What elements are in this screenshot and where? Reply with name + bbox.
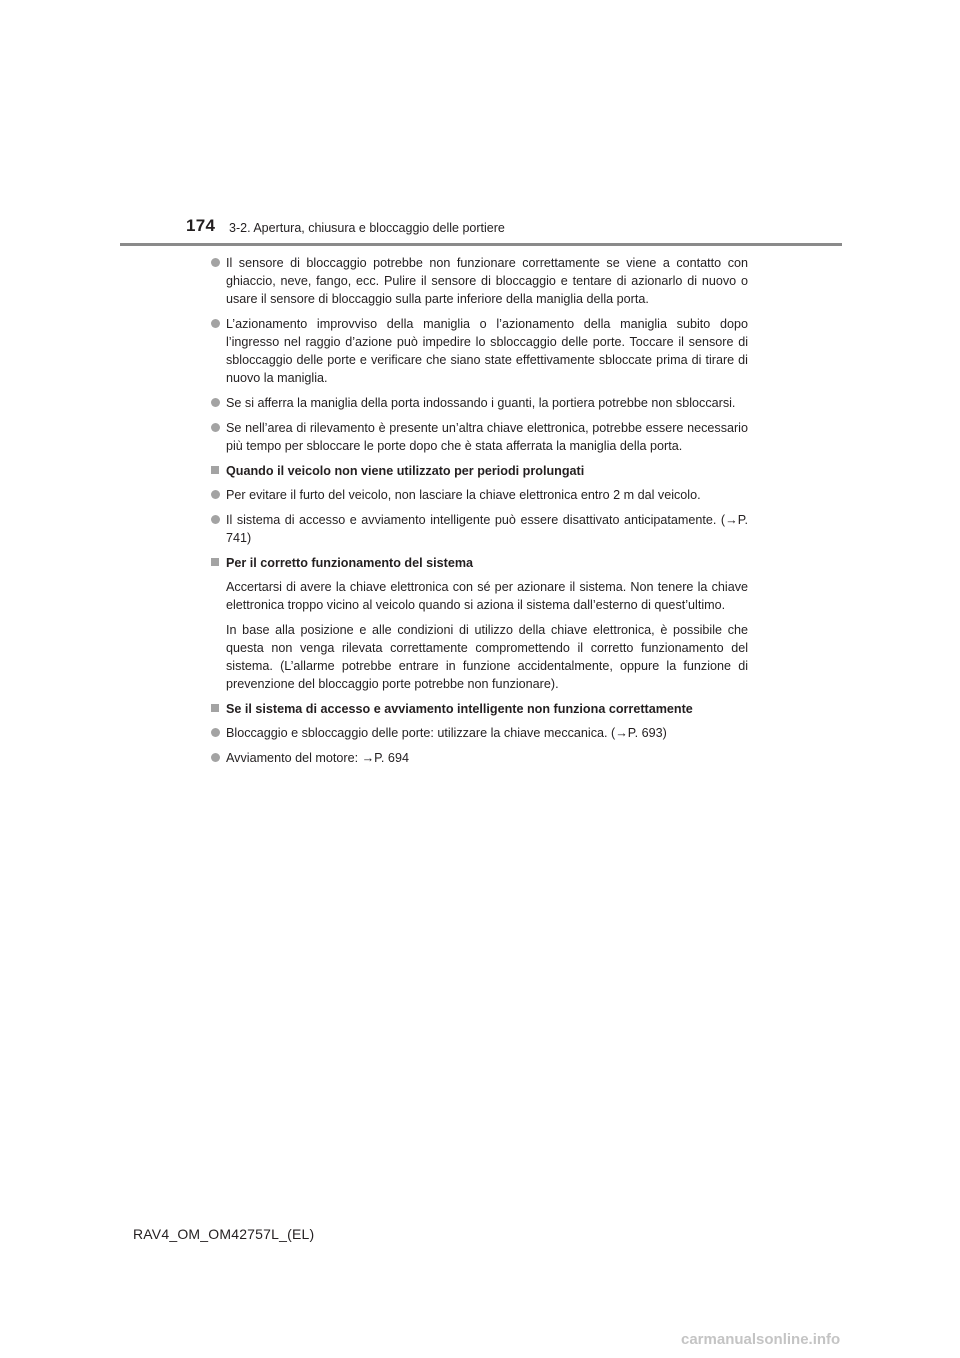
- heading-square-icon: [211, 466, 219, 474]
- bullet-item: Se si afferra la maniglia della porta indossando i guanti, la portiera potrebbe non sbloccarsi.: [210, 394, 748, 412]
- paragraph: In base alla posizione e alle condizioni di utilizzo della chiave elettronica, è possibile che questa non venga rilevata correttamente compromettendo il corretto funzionamento del sistema. (L’allarme potrebbe entrare in funzione accidentalmente, oppure la funzione di prevenzione del bloccaggio porte potrebbe non funzionare).: [226, 623, 748, 691]
- bullet-item: Per evitare il furto del veicolo, non lasciare la chiave elettronica entro 2 m dal veicolo.: [210, 486, 748, 504]
- page-number: 174: [186, 216, 216, 235]
- bullet-dot-icon: [211, 728, 220, 737]
- bullet-dot-icon: [211, 490, 220, 499]
- bullet-item: Il sensore di bloccaggio potrebbe non funzionare correttamente se viene a contatto con ghiaccio, neve, fango, ecc. Pulire il sensore di bloccaggio e tentare di azionarlo di nuovo o usare il sensore di bloccaggio sulla parte inferiore della maniglia della porta.: [210, 254, 748, 308]
- bullet-dot-icon: [211, 423, 220, 432]
- bullet-dot-icon: [211, 258, 220, 267]
- bullet-dot-icon: [211, 753, 220, 762]
- heading-square-icon: [211, 704, 219, 712]
- subsection-heading: Per il corretto funzionamento del sistema: [210, 554, 748, 572]
- bullet-item: Il sistema di accesso e avviamento intelligente può essere disattivato anticipatamente. (→P. 741): [210, 511, 748, 547]
- header-rule: [120, 243, 842, 246]
- subsection-heading: Se il sistema di accesso e avviamento intelligente non funziona correttamente: [210, 700, 748, 718]
- bullet-dot-icon: [211, 398, 220, 407]
- content-body: [210, 254, 748, 774]
- bullet-dot-icon: [211, 515, 220, 524]
- bullet-item: L’azionamento improvviso della maniglia o l’azionamento della maniglia subito dopo l’ingresso nel raggio d’azione può impedire lo sbloccaggio delle porte. Toccare il sensore di sbloccaggio delle porte e verificare che siano state effettivamente sbloccate prima di tirare di nuovo la maniglia.: [210, 315, 748, 387]
- bullet-item: Avviamento del motore: →P. 694: [210, 749, 748, 767]
- footer-manual-code: RAV4_OM_OM42757L_(EL): [133, 1226, 315, 1242]
- subsection-heading: Quando il veicolo non viene utilizzato per periodi prolungati: [210, 462, 748, 480]
- section-title: 3-2. Apertura, chiusura e bloccaggio delle portiere: [229, 221, 505, 235]
- bullet-item: Se nell’area di rilevamento è presente un’altra chiave elettronica, potrebbe essere necessario più tempo per sbloccare le porte dopo che è stata afferrata la maniglia della porta.: [210, 419, 748, 455]
- bullet-item: Bloccaggio e sbloccaggio delle porte: utilizzare la chiave meccanica. (→P. 693): [210, 724, 748, 742]
- bullet-dot-icon: [211, 319, 220, 328]
- watermark: carmanualsonline.info: [681, 1331, 841, 1348]
- paragraph: Accertarsi di avere la chiave elettronica con sé per azionare il sistema. Non tenere la chiave elettronica troppo vicino al veicolo quando si aziona il sistema dall’esterno di quest’ultimo.: [226, 580, 748, 612]
- heading-square-icon: [211, 558, 219, 566]
